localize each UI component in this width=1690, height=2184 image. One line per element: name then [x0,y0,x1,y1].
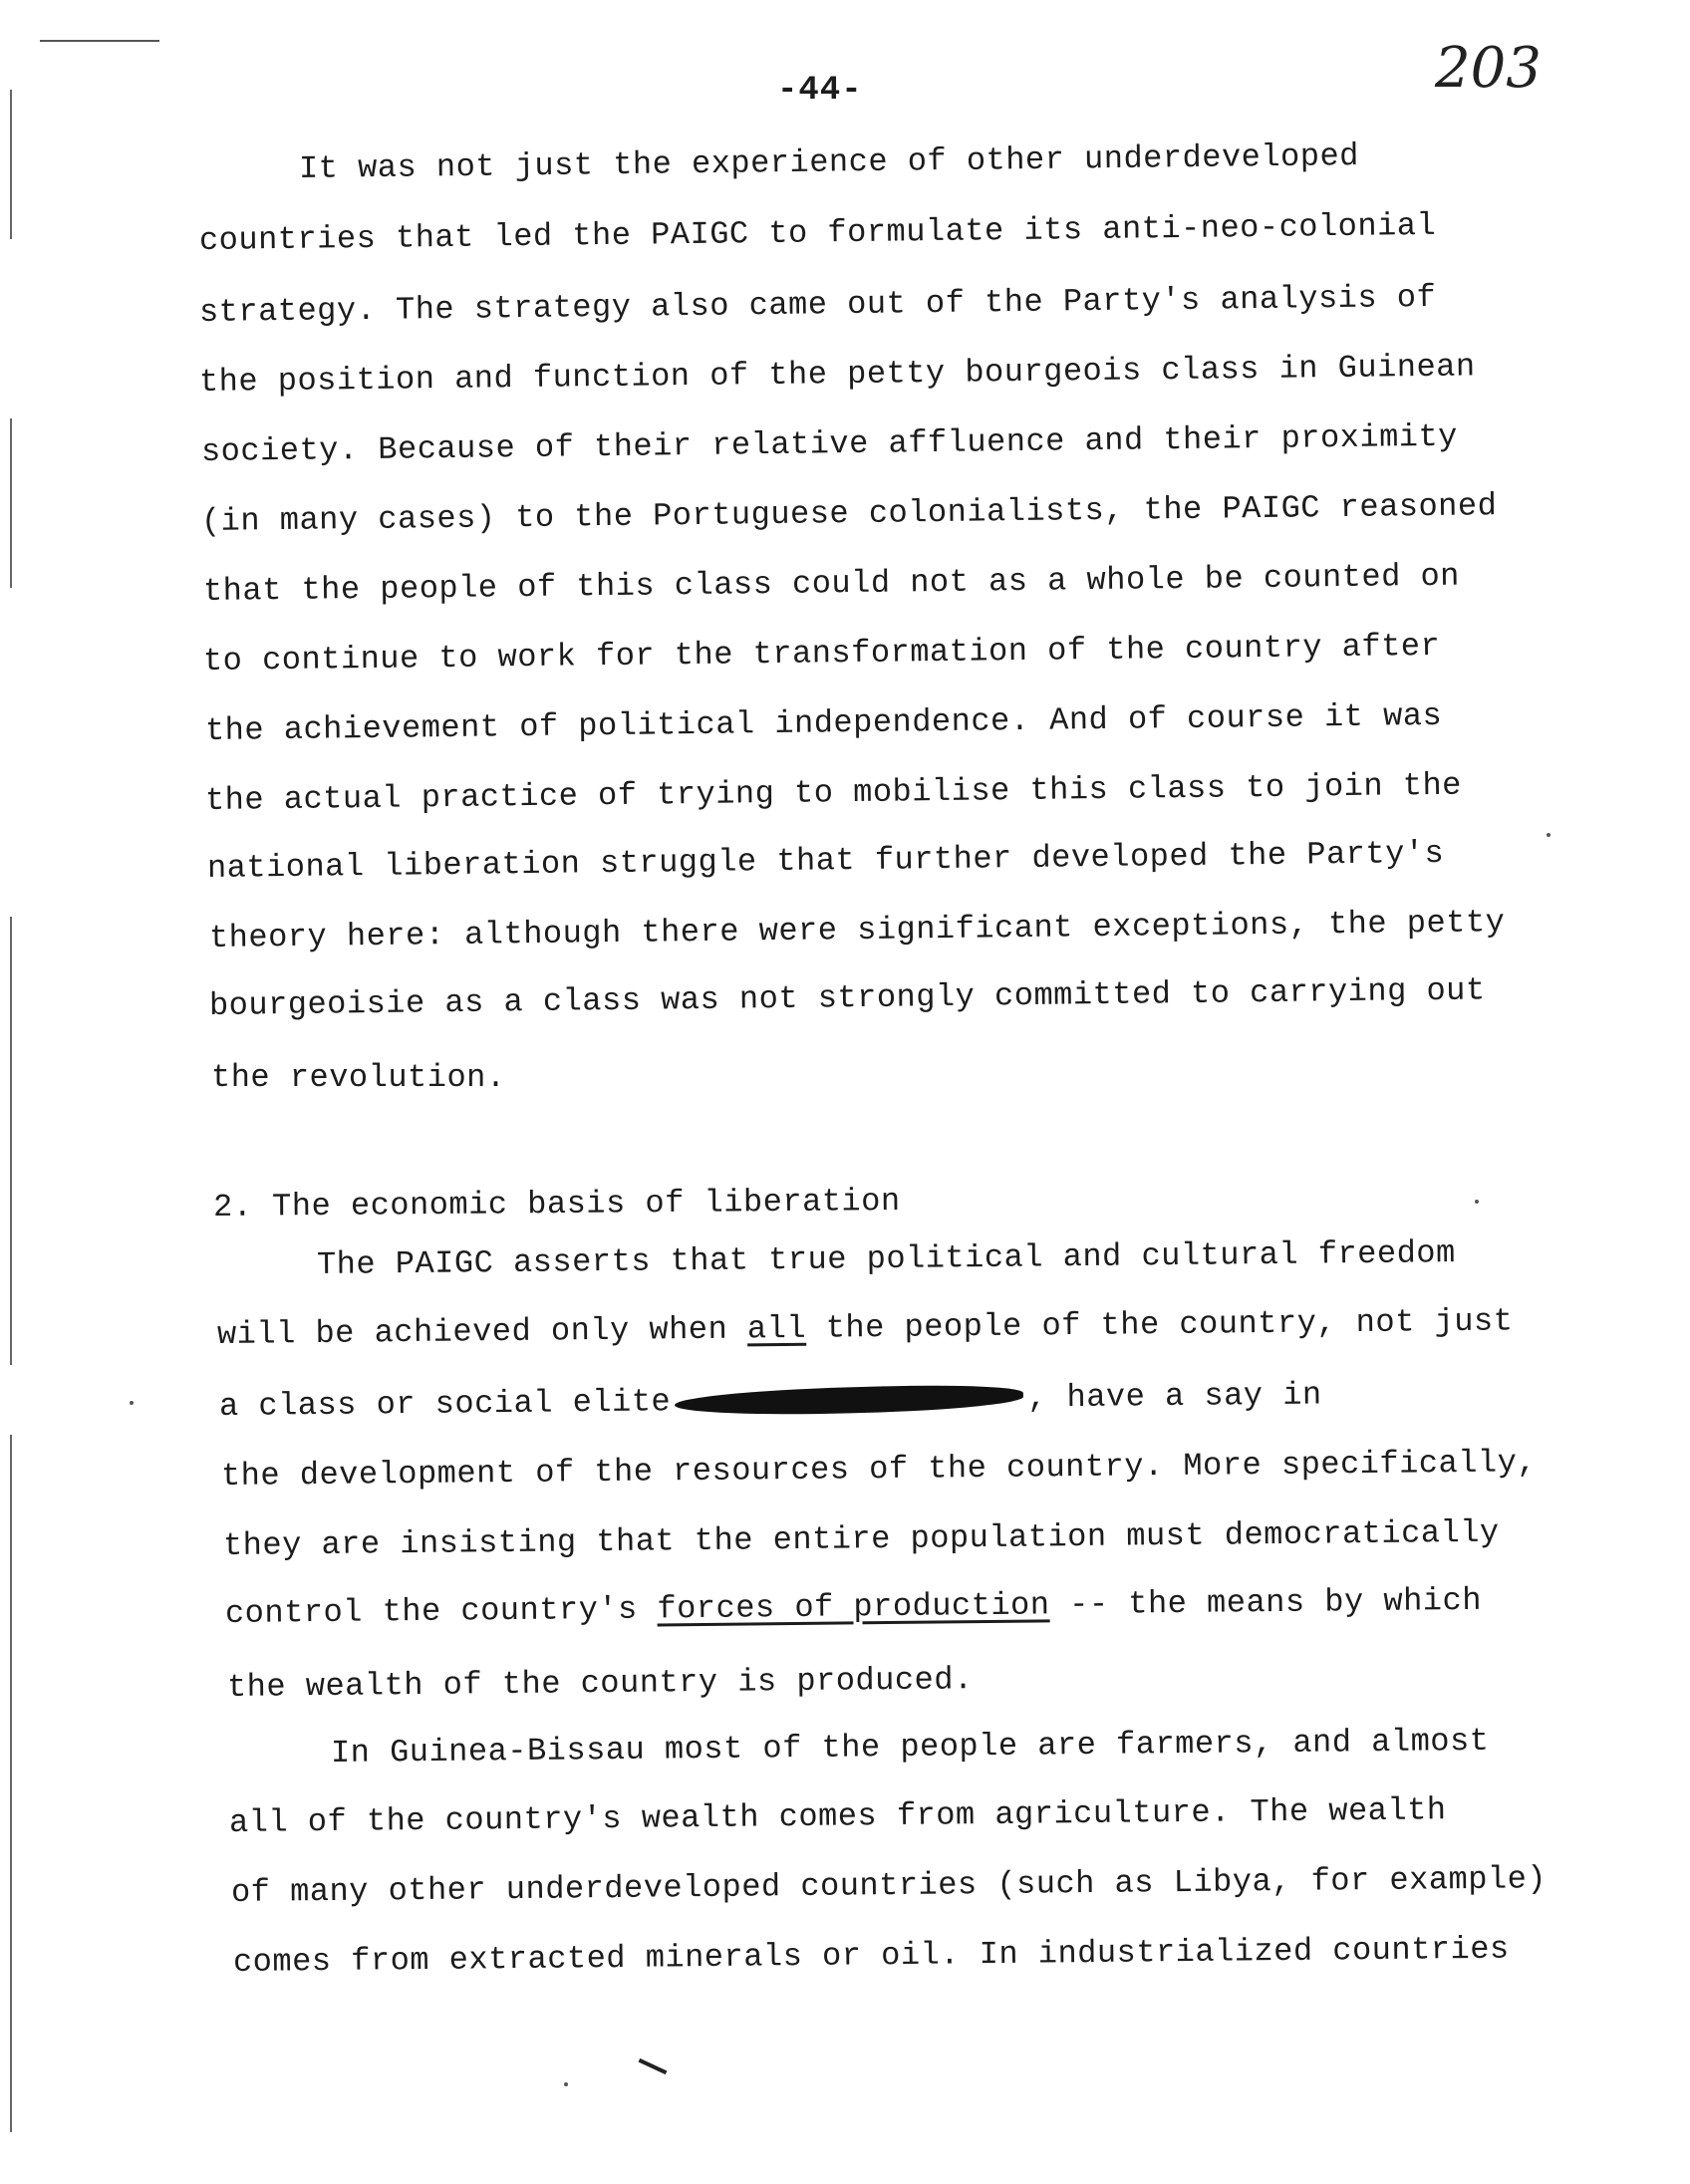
text-line [225,1581,1482,1634]
text-line: bourgeoisie as a class was not strongly committed to carrying out [208,971,1486,1024]
text-line: the position and function of the petty bourgeois class in Guinean [198,348,1476,401]
text-line: comes from extracted minerals or oil. In industrialized countries [232,1930,1510,1981]
text-span: , have a say in [1026,1376,1322,1417]
scan-artifact-edge [10,418,12,588]
text-line: national liberation struggle that further developed the Party's [206,834,1445,887]
text-span: control the country's [224,1590,658,1632]
text-line: countries that led the PAIGC to formulate its anti-neo-colonial [198,206,1437,259]
text-line: the wealth of the country is produced. [226,1661,974,1706]
text-line: The PAIGC asserts that true political and cultural freedom [316,1234,1456,1283]
text-line: theory here: although there were significant exceptions, the petty [208,904,1506,956]
scan-artifact-rule [40,40,159,42]
scan-artifact-edge [10,90,12,239]
text-line: It was not just the experience of other underdeveloped [298,137,1360,187]
text-span: -- the means by which [1049,1581,1483,1624]
text-line: the achievement of political independence. And of course it was [204,696,1443,749]
text-line: they are insisting that the entire population must democratically [222,1513,1500,1564]
scan-speck [1547,833,1550,837]
text-line [217,1301,1514,1355]
text-span: will be achieved only when [216,1310,748,1353]
text-span: the people of the country, not just [805,1302,1514,1347]
text-line: of many other underdeveloped countries (such as Libya, for example) [230,1860,1548,1911]
scan-mark [639,2058,668,2074]
underlined-word: all [746,1309,807,1348]
text-line: (in many cases) to the Portuguese colonialists, the PAIGC reasoned [200,487,1498,540]
text-span: a class or social elite [218,1383,672,1425]
text-line: the actual practice of trying to mobilise this class to join the [204,766,1463,819]
text-line: all of the country's wealth comes from agriculture. The wealth [228,1791,1447,1841]
text-line: that the people of this class could not as a whole be counted on [202,557,1461,610]
text-line [219,1375,1322,1427]
scan-artifact-edge [10,1435,12,2132]
section-heading: 2. The economic basis of liberation [212,1182,901,1226]
text-line: to continue to work for the transformation of the country after [202,627,1441,680]
underlined-phrase: forces of production [657,1586,1050,1628]
scan-speck [130,1401,134,1405]
scan-speck [1475,1200,1479,1204]
scan-speck [564,2082,568,2086]
text-line: the development of the resources of the country. More specifically, [220,1444,1538,1495]
redaction-scribble [675,1382,1024,1418]
text-line: In Guinea-Bissau most of the people are farmers, and almost [330,1722,1490,1772]
text-line: the revolution. [211,1059,506,1096]
page-number: -44- [777,72,863,110]
text-line: strategy. The strategy also came out of the Party's analysis of [198,278,1437,331]
text-line: society. Because of their relative affluence and their proximity [200,417,1459,470]
handwritten-page-number: 203 [1435,36,1542,101]
scan-artifact-edge [10,917,12,1365]
